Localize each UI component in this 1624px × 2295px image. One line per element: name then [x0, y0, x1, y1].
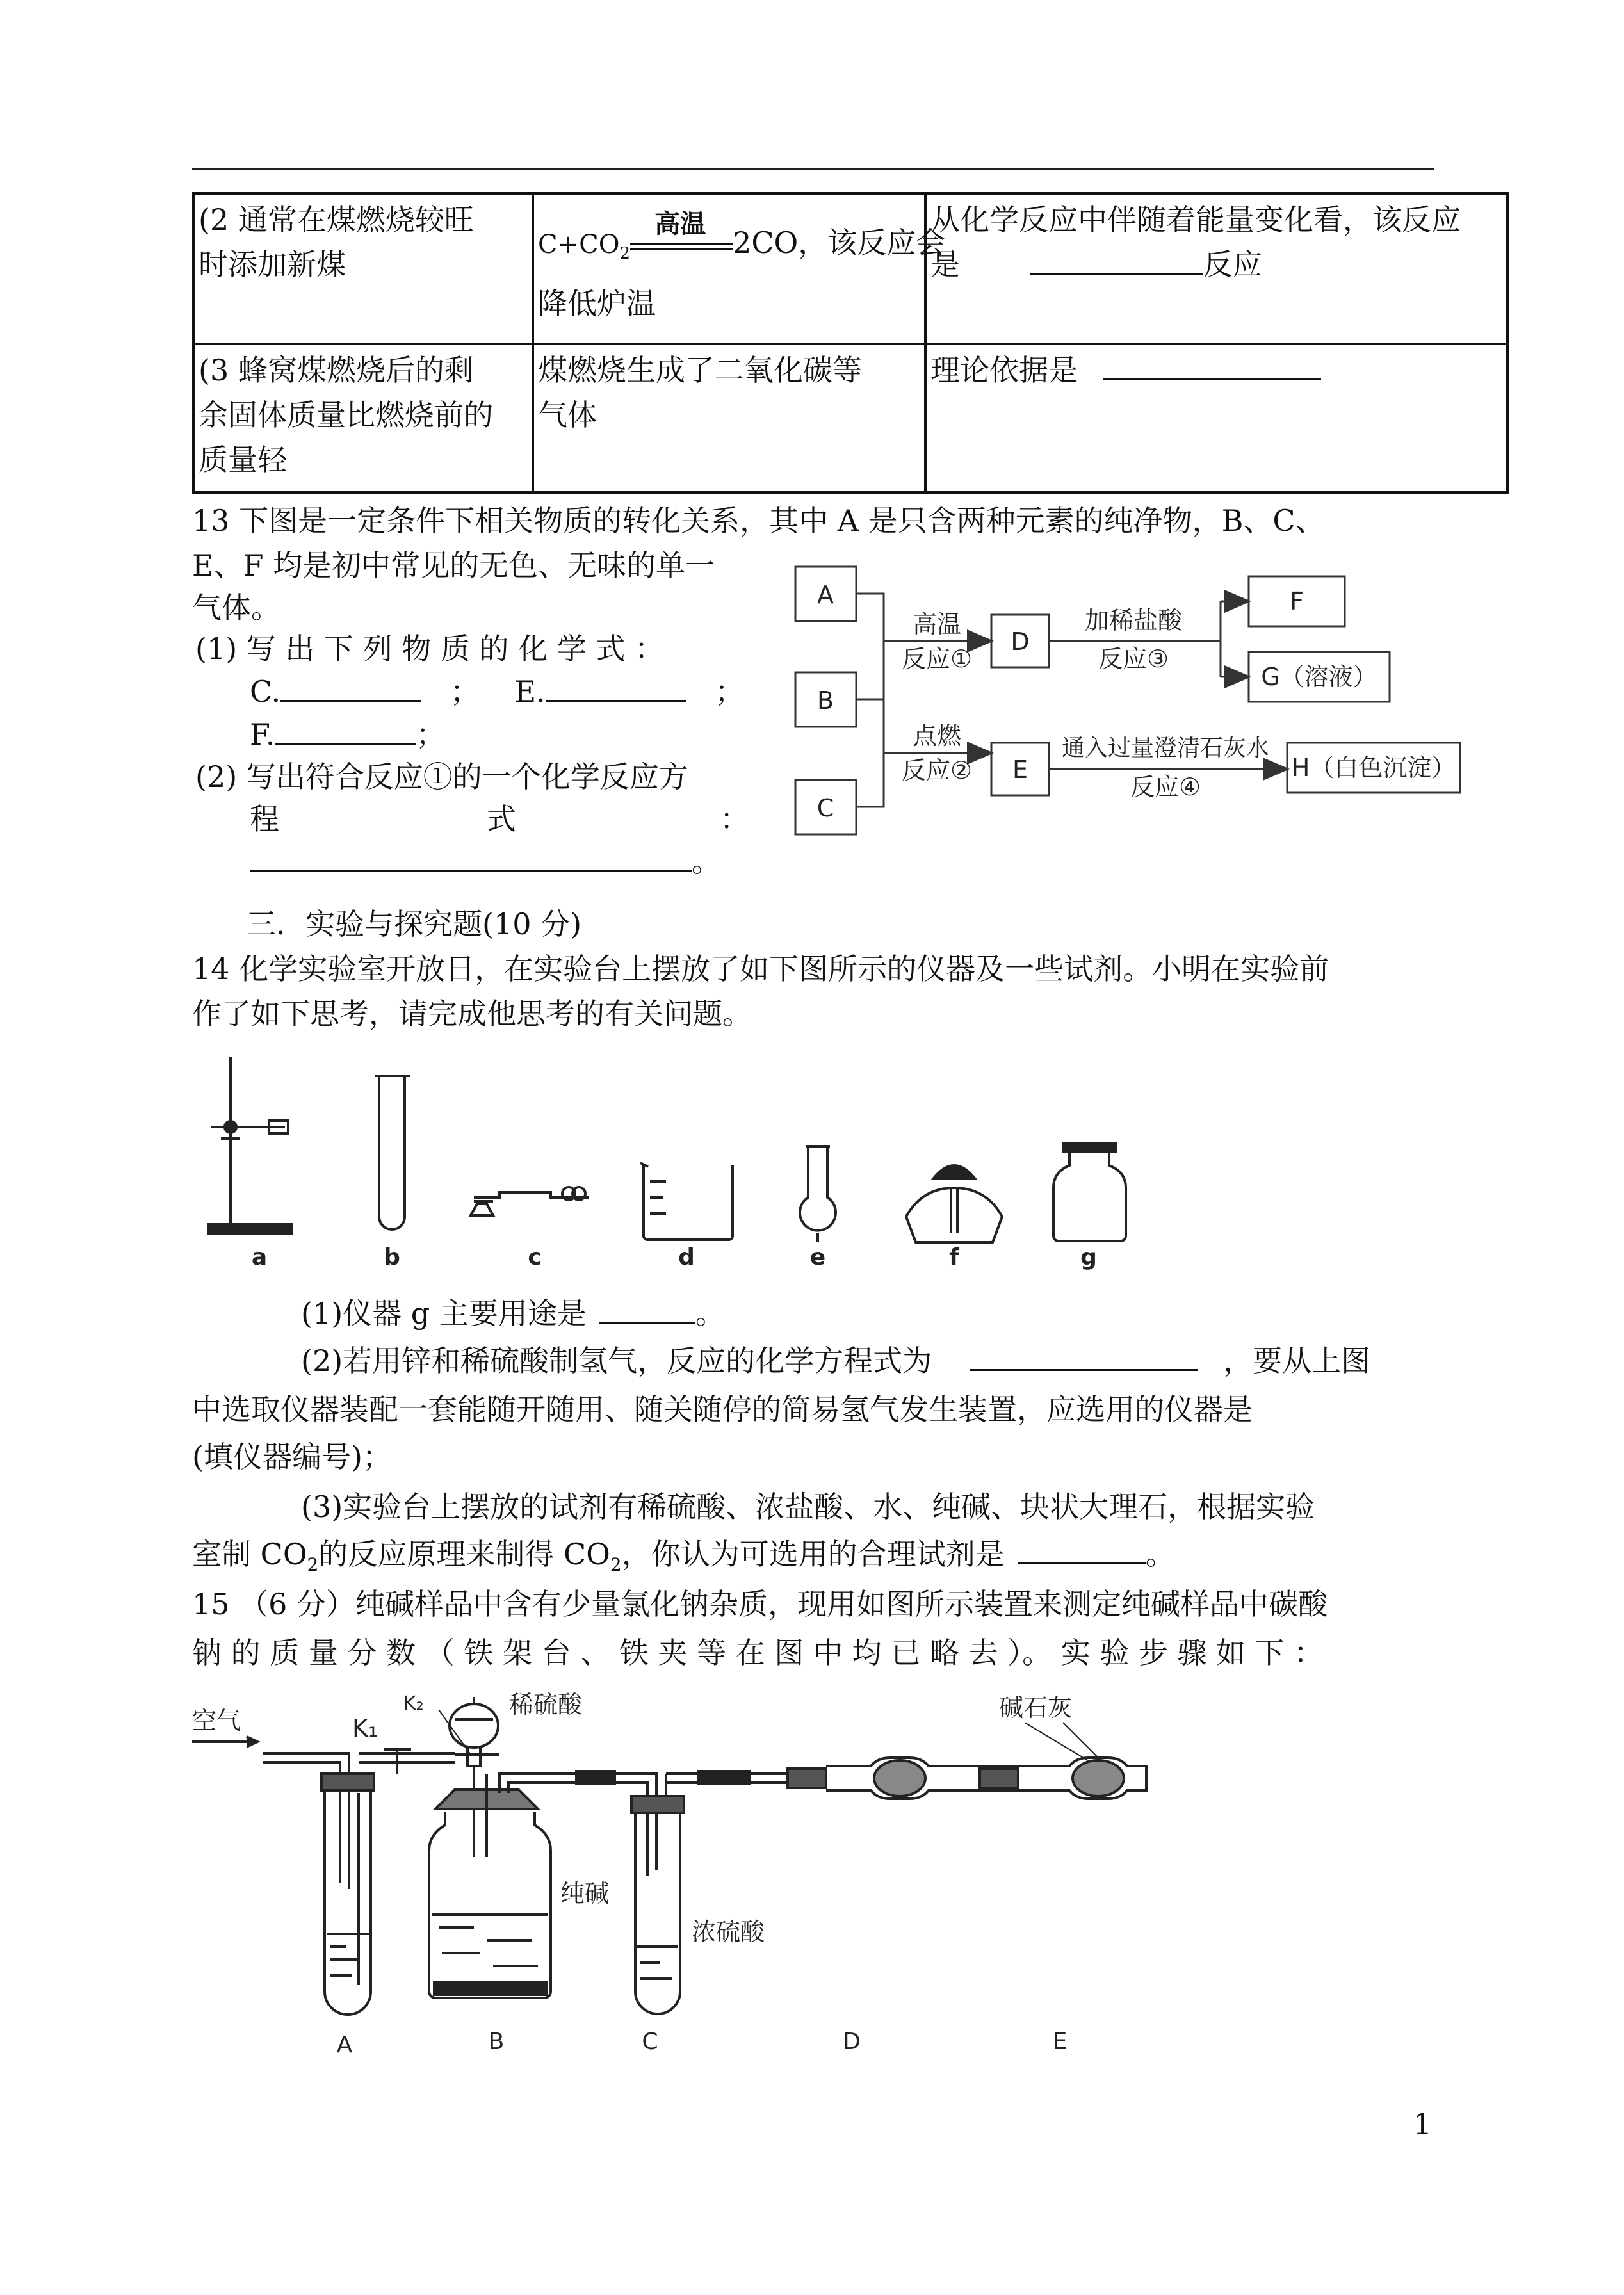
cell-text: 煤燃烧生成了二氧化碳等: [538, 353, 862, 387]
equation-left: C+CO: [538, 230, 620, 259]
table-cell: [193, 193, 533, 344]
text-part: ：: [720, 802, 749, 836]
apparatus-figure: [186, 1691, 1159, 2068]
glass-tube-with-clip: [471, 1187, 589, 1215]
q13-sub2a: (2) 写出符合反应①的一个化学反应方: [195, 759, 688, 794]
tube-a: [321, 1753, 455, 2015]
separatory-funnel-k2: [439, 1697, 499, 1857]
reaction-4: 反应④: [1130, 773, 1201, 801]
subscript: 2: [307, 1554, 319, 1576]
q13-sub2b: [250, 797, 749, 841]
q13-line2: E、F 均是初中常见的无色、无味的单一: [192, 548, 715, 583]
q14-sub2b: 中选取仪器装配一套能随开随用、随关随停的简易氢气发生装置，应选用的仪器是: [192, 1392, 1253, 1427]
text-part: 。: [1145, 1537, 1175, 1571]
q14-sub2a: [301, 1338, 1370, 1383]
table-cell: [533, 344, 925, 492]
answer-blank-f[interactable]: [275, 713, 416, 745]
reaction-1: 反应①: [901, 645, 973, 673]
answer-blank[interactable]: [1030, 243, 1203, 275]
node-g: G（溶液）: [1261, 663, 1377, 691]
label-a: A: [336, 2032, 353, 2058]
node-f: F: [1290, 587, 1304, 615]
text-part: ，要从上图: [1223, 1343, 1371, 1378]
cell-text: 气体: [538, 398, 597, 432]
label-g: g: [1080, 1244, 1097, 1270]
table-cell: [193, 344, 533, 492]
answer-blank[interactable]: [1103, 349, 1321, 380]
label-c: C: [642, 2029, 658, 2055]
answer-blank[interactable]: [970, 1340, 1198, 1371]
label-a: a: [251, 1244, 268, 1270]
q13-blank-row2: [250, 712, 445, 757]
table-cell: [533, 193, 946, 344]
cell-text: 质量轻: [199, 442, 287, 477]
answer-blank-c[interactable]: [280, 670, 421, 702]
conversion-diagram: [788, 557, 1479, 858]
beaker: [644, 1165, 733, 1240]
c-label: C.: [250, 674, 281, 709]
k2-label: K₂: [403, 1692, 424, 1715]
q14-line1: 14 化学实验室开放日，在实验台上摆放了如下图所示的仪器及一些试剂。小明在实验前: [192, 952, 1329, 986]
text-part: 。: [695, 1296, 725, 1331]
q15-line1: 15 （6 分）纯碱样品中含有少量氯化钠杂质，现用如图所示装置来测定纯碱样品中碳酸: [192, 1587, 1328, 1621]
k1-label: K₁: [352, 1714, 378, 1742]
subscript: 2: [619, 244, 631, 263]
answer-blank-equation[interactable]: [250, 840, 692, 872]
text-part: 程: [250, 802, 279, 836]
page-number: 1: [1413, 2107, 1432, 2141]
text-part: (2)若用锌和稀硫酸制氢气，反应的化学方程式为: [301, 1343, 932, 1378]
soda-label: 纯碱: [560, 1879, 610, 1908]
text-part: 式: [487, 802, 516, 836]
q13-line3: 气体。: [192, 590, 280, 625]
f-label: F.: [250, 717, 275, 752]
text-part: (1)仪器 g 主要用途是: [301, 1296, 587, 1331]
text-part: 的反应原理来制得 CO: [318, 1537, 610, 1571]
cell-text: 理论依据是: [930, 353, 1078, 387]
header-rule: [192, 168, 1434, 170]
air-label: 空气: [192, 1707, 241, 1735]
label-f: f: [949, 1244, 959, 1270]
section-3-title: 三．实验与探究题(10 分): [247, 907, 582, 941]
node-d: D: [1011, 628, 1030, 656]
condition-3: 加稀盐酸: [1084, 606, 1183, 635]
drying-tube-e: [980, 1758, 1146, 1799]
answer-blank[interactable]: [1018, 1533, 1146, 1564]
q15-line2: 钠 的 质 量 分 数 （ 铁 架 台 、 铁 夹 等 在 图 中 均 已 略 去 ）。 实 验 步 骤 如 下 ：: [192, 1635, 1324, 1670]
label-b: b: [384, 1244, 400, 1270]
cell-text: (3 蜂窝煤燃烧后的剩: [199, 353, 474, 387]
cell-text: 余固体质量比燃烧前的: [199, 398, 493, 432]
q13-sub1: (1) 写 出 下 列 物 质 的 化 学 式 ：: [195, 631, 665, 666]
reagent-bottle: [1053, 1143, 1126, 1241]
reaction-3: 反应③: [1098, 645, 1169, 673]
instrument-figure: [192, 1050, 1153, 1281]
test-tube: [379, 1076, 405, 1229]
condition-2: 点燃: [912, 722, 962, 750]
q13-blank-row1: [250, 669, 744, 714]
cell-text: 时添加新煤: [199, 247, 346, 282]
cell-text: (2 通常在煤燃烧较旺: [199, 202, 474, 237]
table-cell: [925, 344, 1507, 492]
q14-sub2c: (填仪器编号)；: [192, 1439, 392, 1474]
bottle-b: [429, 1774, 551, 1998]
separator: ；: [715, 674, 745, 709]
q14-sub3a: (3)实验台上摆放的试剂有稀硫酸、浓盐酸、水、纯碱、块状大理石，根据实验: [301, 1489, 1315, 1524]
text-part: 室制 CO: [192, 1537, 307, 1571]
cell-text: 是: [930, 247, 960, 282]
answer-blank[interactable]: [599, 1292, 695, 1324]
answer-blank-e[interactable]: [546, 670, 686, 702]
label-d: D: [843, 2029, 861, 2055]
table-cell: [925, 193, 1507, 344]
subscript: 2: [610, 1554, 622, 1576]
node-a: A: [817, 581, 834, 609]
node-h: H（白色沉淀）: [1291, 754, 1456, 782]
node-e: E: [1012, 756, 1028, 784]
condition-4: 通入过量澄清石灰水: [1061, 735, 1270, 761]
e-label: E.: [514, 674, 546, 709]
condition-label: 高温: [654, 209, 706, 239]
text-part: ，你认为可选用的合理试剂是: [621, 1537, 1005, 1571]
conc-acid-label: 浓硫酸: [692, 1918, 765, 1946]
alcohol-lamp: [906, 1165, 1002, 1242]
q14-sub3b: [192, 1532, 1175, 1587]
q14-sub1: [301, 1291, 725, 1336]
reaction-arrow: [630, 209, 733, 259]
question-12-table: [192, 192, 1509, 494]
separator: ；: [416, 717, 446, 752]
table-row: [193, 344, 1507, 492]
separatory-funnel: [800, 1146, 836, 1242]
iron-stand: [208, 1057, 291, 1233]
separator: ；: [450, 674, 480, 709]
label-c: c: [528, 1244, 542, 1270]
q14-line2: 作了如下思考，请完成他思考的有关问题。: [192, 996, 752, 1031]
label-d: d: [678, 1244, 695, 1270]
acid-label: 稀硫酸: [509, 1691, 583, 1719]
tube-c: [631, 1774, 684, 2014]
cell-text: 反应: [1203, 247, 1262, 282]
cell-text: 从化学反应中伴随着能量变化看，该反应: [930, 202, 1461, 237]
reaction-2: 反应②: [901, 756, 973, 784]
q13-line1: 13 下图是一定条件下相关物质的转化关系，其中 A 是只含两种元素的纯净物，B、C、: [192, 503, 1325, 538]
table-row: [193, 193, 1507, 344]
cell-text: 降低炉温: [538, 286, 656, 321]
label-b: B: [488, 2029, 505, 2055]
q13-equation-line: [250, 839, 721, 884]
node-c: C: [816, 794, 834, 822]
label-e: e: [809, 1244, 826, 1270]
label-e: E: [1052, 2029, 1068, 2055]
node-b: B: [816, 686, 834, 715]
condition-1: 高温: [912, 610, 962, 638]
text-part: 。: [692, 844, 721, 879]
soda-lime-label: 碱石灰: [999, 1694, 1073, 1722]
equation-right: 2CO，该反应会: [733, 225, 946, 260]
